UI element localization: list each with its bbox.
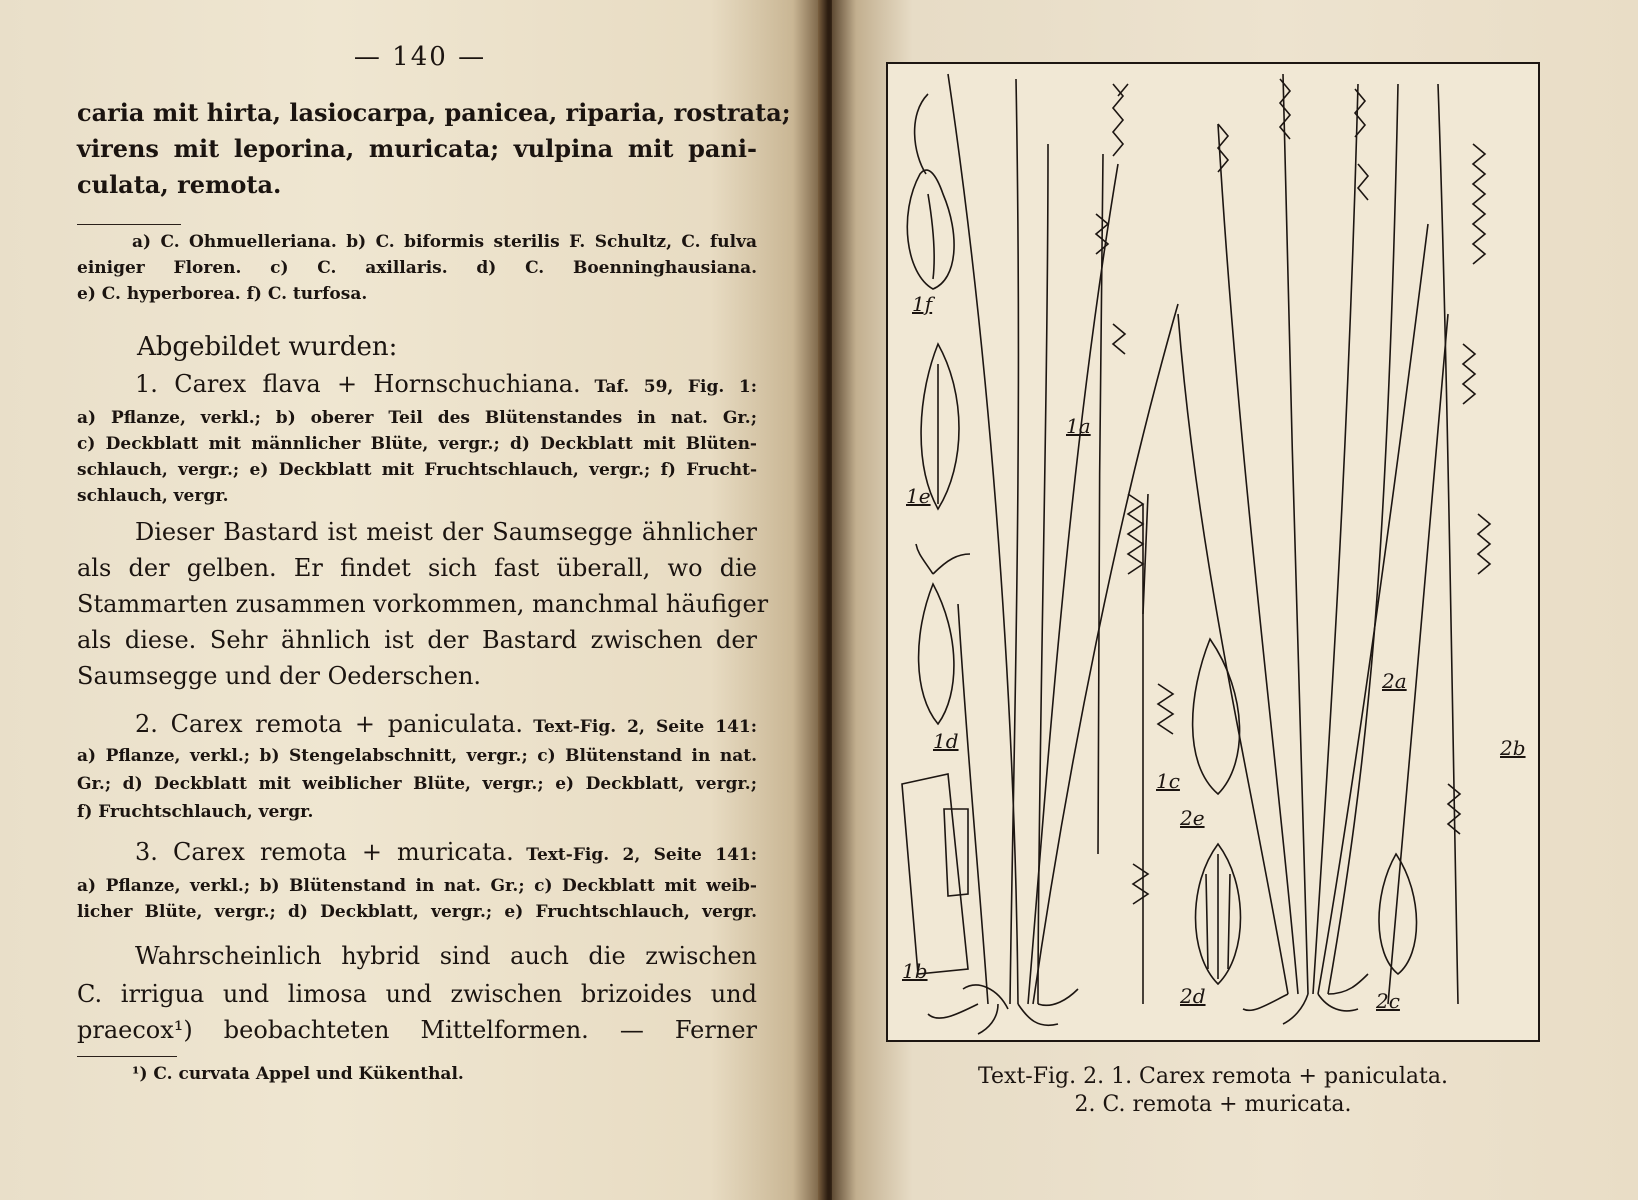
item1-line-3: schlauch, vergr.; e) Deckblatt mit Fruchtschlauch, vergr.; f) Frucht-: [77, 460, 757, 480]
figure-label-2a: 2a: [1382, 669, 1407, 693]
section-heading: Abgebildet wurden:: [137, 332, 398, 362]
figure-label-2e: 2e: [1180, 806, 1205, 830]
figure-label-1b: 1b: [902, 959, 928, 983]
item1-line-2: c) Deckblatt mit männlicher Blüte, vergr.; d) Deckblatt mit Blüten-: [77, 434, 757, 454]
figure-label-1c: 1c: [1156, 769, 1180, 793]
item2-heading-line: [135, 710, 757, 738]
figure-label-2b: 2b: [1500, 736, 1526, 760]
item3-line-1: a) Pflanze, verkl.; b) Blütenstand in nat. Gr.; c) Deckblatt mit weib-: [77, 876, 757, 896]
fruit-1f-shape: [907, 170, 954, 289]
para1-line-4: als diese. Sehr ähnlich ist der Bastard zwischen der: [77, 626, 757, 654]
carex-illustration: [888, 64, 1538, 1040]
item3-title: 3. Carex remota + muricata.: [135, 838, 514, 866]
footnote-1: ¹) C. curvata Appel und Kükenthal.: [132, 1064, 464, 1084]
footnote-a-line-3: e) C. hyperborea. f) C. turfosa.: [77, 284, 368, 304]
intro-line-2: virens mit leporina, muricata; vulpina mit pani-: [77, 134, 757, 163]
item1-ref: Taf. 59, Fig. 1:: [594, 377, 757, 397]
item2-title: 2. Carex remota + paniculata.: [135, 710, 524, 738]
item1-title: 1. Carex flava + Hornschuchiana.: [135, 370, 581, 398]
item1-line-1: a) Pflanze, verkl.; b) oberer Teil des Blütenstandes in nat. Gr.;: [77, 408, 757, 428]
para2-line-2: C. irrigua und limosa und zwischen brizoides und: [77, 980, 757, 1008]
figure-label-2d: 2d: [1180, 984, 1206, 1008]
para1-line-5: Saumsegge und der Oederschen.: [77, 662, 482, 690]
stem-1b-shape: [902, 774, 968, 974]
fruit-2c-shape: [1379, 854, 1417, 974]
para2-line-3: praecox¹) beobachteten Mittelformen. — Ferner: [77, 1016, 757, 1044]
item1-line-4: schlauch, vergr.: [77, 486, 229, 506]
page-number: — 140 —: [353, 42, 487, 72]
figure-label-1a: 1a: [1066, 414, 1091, 438]
item2-line-1: a) Pflanze, verkl.; b) Stengelabschnitt, vergr.; c) Blütenstand in nat.: [77, 746, 757, 766]
footnote-a-line-1: a) C. Ohmuelleriana. b) C. biformis sterilis F. Schultz, C. fulva: [132, 232, 757, 252]
footnote-divider: [77, 224, 181, 225]
para1-line-3: Stammarten zusammen vorkommen, manchmal häufiger: [77, 590, 769, 618]
figure-label-1e: 1e: [906, 484, 931, 508]
item3-heading-line: [135, 838, 757, 866]
item1-heading-line: [135, 370, 757, 398]
figure-caption-line-1: Text-Fig. 2. 1. Carex remota + paniculata.: [978, 1064, 1448, 1089]
para1-line-1: Dieser Bastard ist meist der Saumsegge ähnlicher: [135, 518, 757, 546]
intro-line-1: caria mit hirta, lasiocarpa, panicea, riparia, rostrata;: [77, 98, 791, 127]
item2-line-2: Gr.; d) Deckblatt mit weiblicher Blüte, vergr.; e) Deckblatt, vergr.;: [77, 774, 757, 794]
bract-1d-shape: [919, 584, 954, 724]
footnote-1-divider: [77, 1056, 177, 1057]
figure-label-1d: 1d: [933, 729, 959, 753]
figure-label-2c: 2c: [1376, 989, 1400, 1013]
figure-caption-line-2: 2. C. remota + muricata.: [1074, 1092, 1352, 1117]
item3-line-2: licher Blüte, vergr.; d) Deckblatt, vergr.; e) Fruchtschlauch, vergr.: [77, 902, 757, 922]
para2-line-1: Wahrscheinlich hybrid sind auch die zwischen: [135, 942, 757, 970]
item2-ref: Text-Fig. 2, Seite 141:: [533, 717, 758, 737]
botanical-figure: [886, 62, 1540, 1042]
figure-label-1f: 1f: [912, 292, 933, 316]
item3-ref: Text-Fig. 2, Seite 141:: [526, 845, 758, 865]
fruit-2e-shape: [1193, 639, 1240, 794]
intro-line-3: culata, remota.: [77, 170, 282, 199]
item2-line-3: f) Fruchtschlauch, vergr.: [77, 802, 314, 822]
footnote-a-line-2: einiger Floren. c) C. axillaris. d) C. Boenninghausiana.: [77, 258, 757, 278]
para1-line-2: als der gelben. Er findet sich fast überall, wo die: [77, 554, 757, 582]
